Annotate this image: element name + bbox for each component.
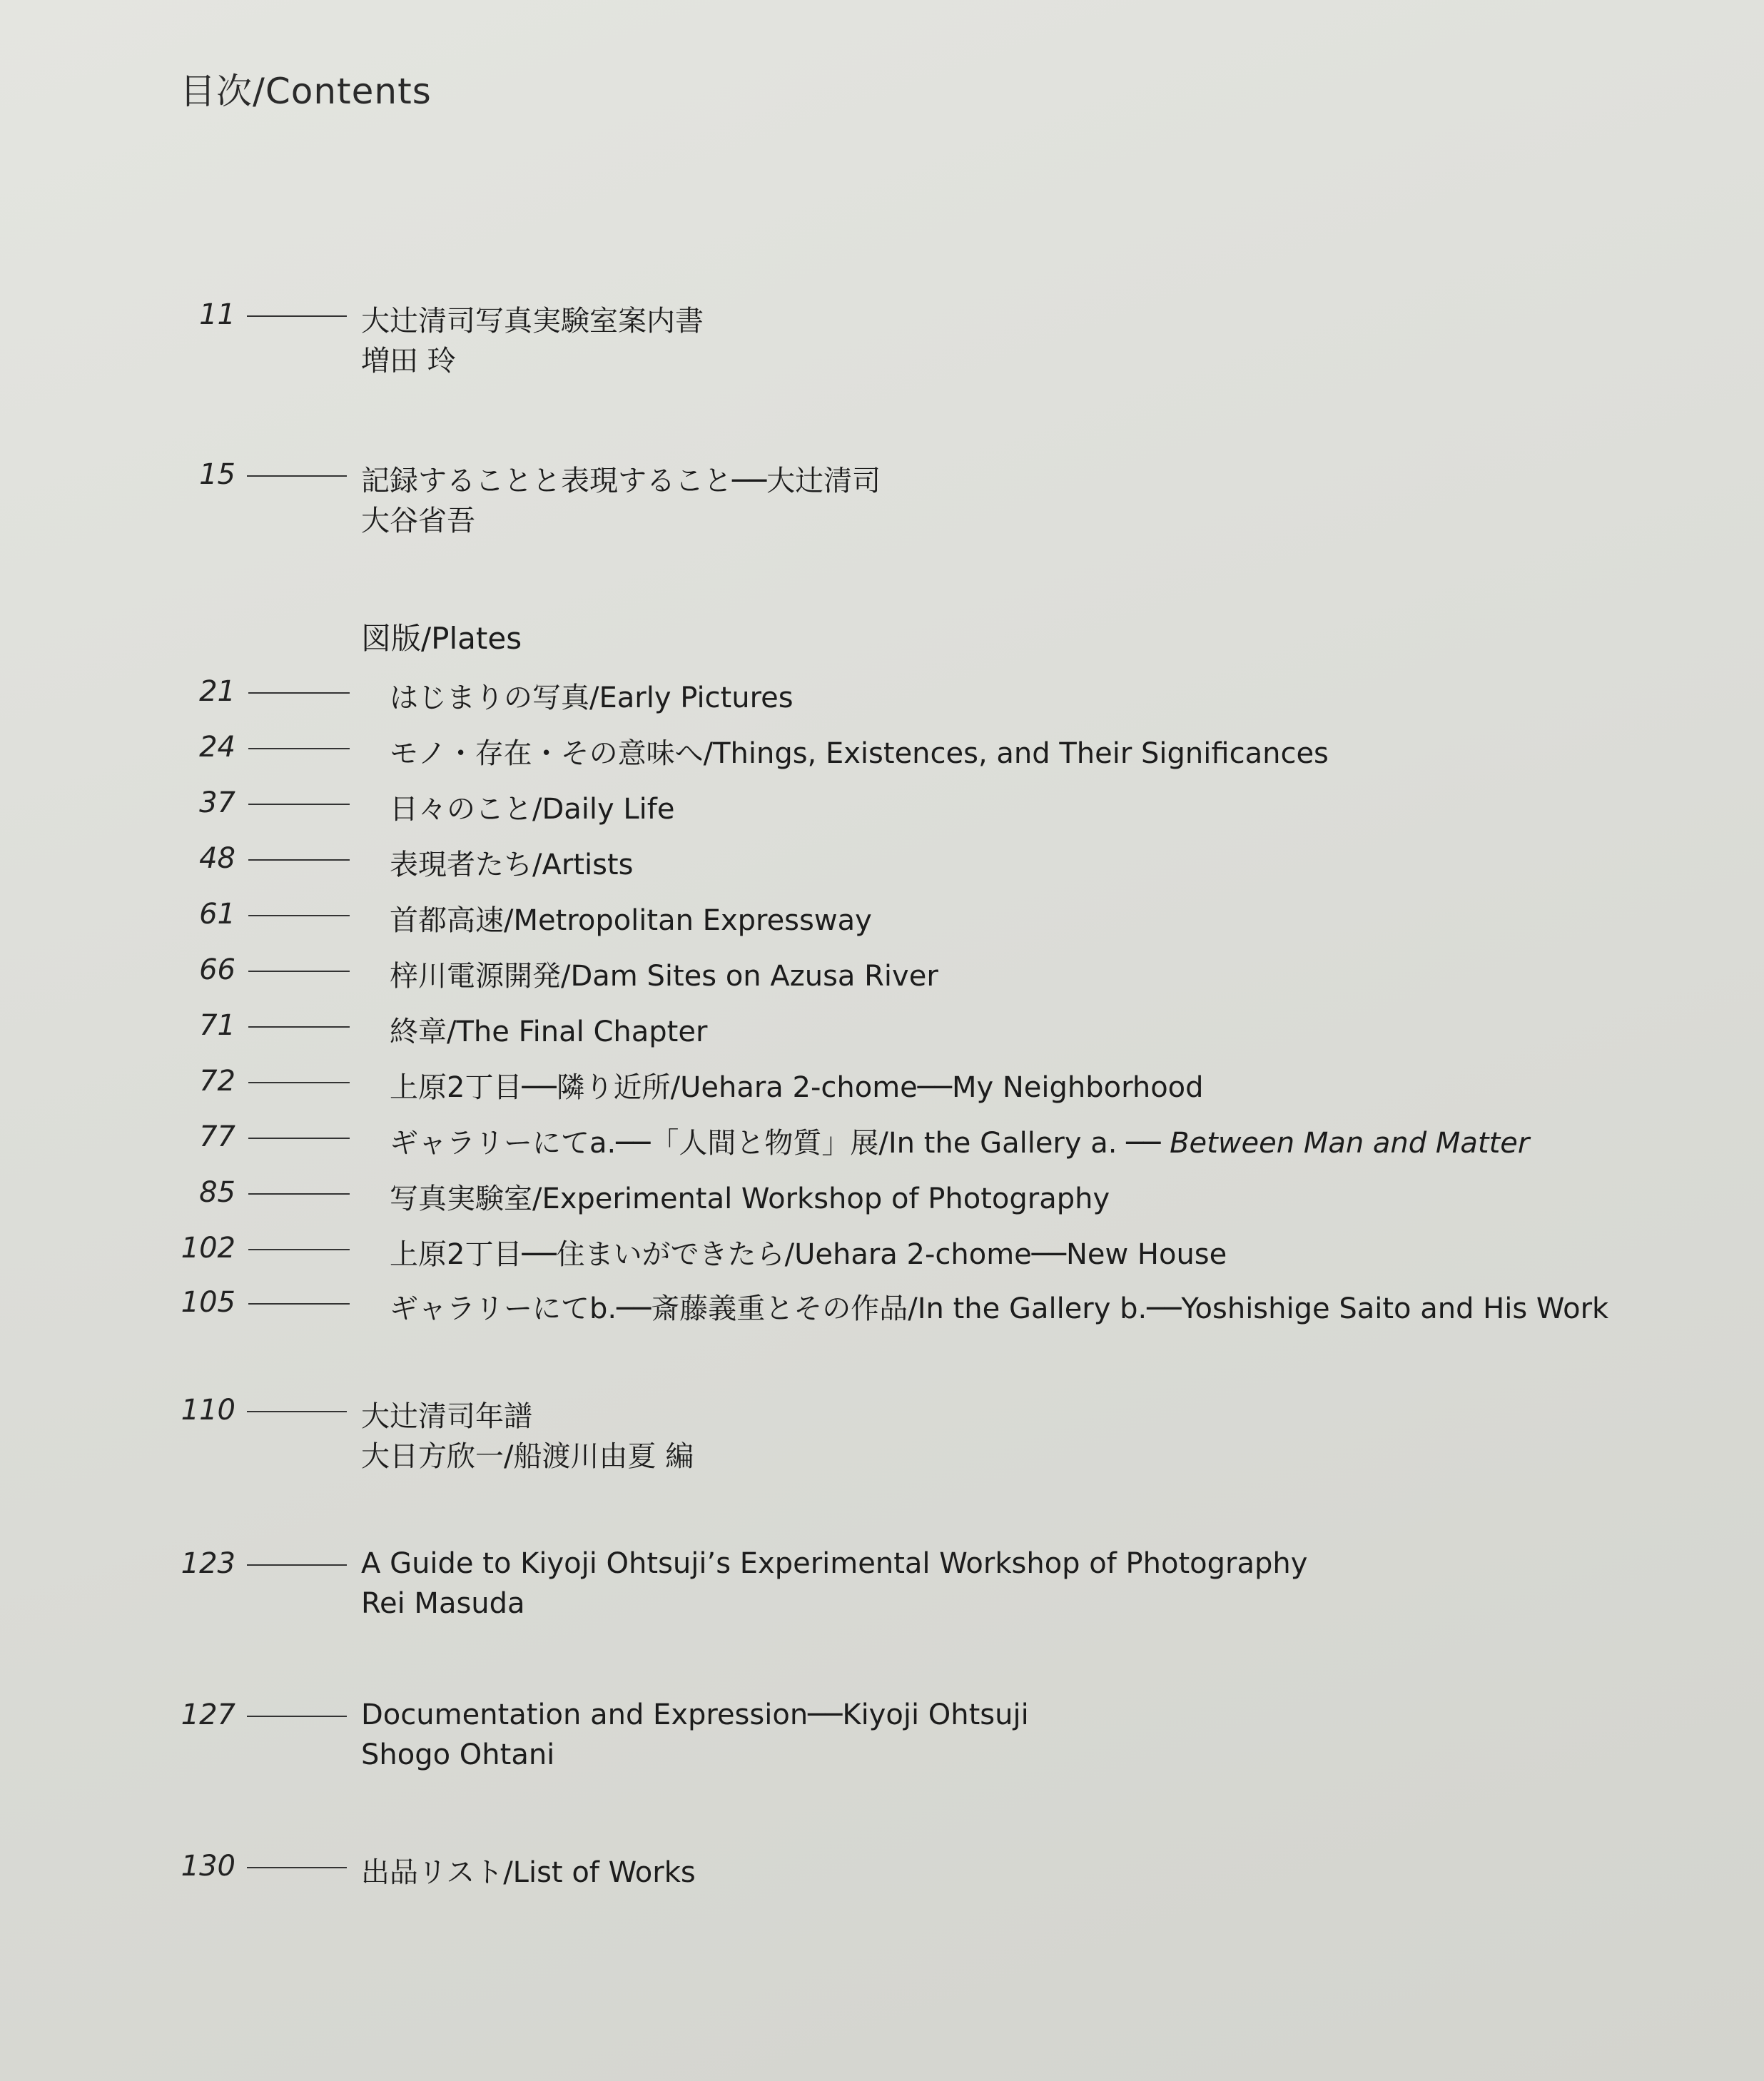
page-number: 102	[181, 1232, 235, 1265]
leader-rule	[248, 1138, 350, 1139]
page-number: 11	[199, 298, 235, 331]
page-title: 目次/Contents	[180, 71, 432, 112]
leader-rule	[247, 1564, 347, 1566]
plate-title: 表現者たち/Artists	[390, 849, 634, 881]
plates-heading: 図版/Plates	[361, 621, 522, 656]
leader-rule	[248, 915, 350, 916]
plate-title: ギャラリーにてb.──斎藤義重とその作品/In the Gallery b.──Yoshishige Saito and His Work	[390, 1292, 1609, 1325]
leader-rule	[248, 859, 350, 861]
page-number: 24	[199, 731, 235, 764]
leader-rule	[248, 804, 350, 805]
plate-title: 上原2丁目──住まいができたら/Uehara 2-chome──New House	[390, 1238, 1227, 1271]
entry-author: Rei Masuda	[361, 1587, 525, 1620]
page-number: 71	[199, 1009, 235, 1042]
page-number: 130	[181, 1850, 235, 1883]
plate-title: 終章/The Final Chapter	[390, 1016, 708, 1048]
leader-rule	[247, 1411, 347, 1412]
entry-title: 出品リスト/List of Works	[361, 1856, 696, 1889]
leader-rule	[248, 1082, 350, 1083]
page-number: 21	[199, 675, 235, 708]
entry-title: 大辻清司写真実験室案内書	[361, 305, 704, 338]
page-number: 77	[199, 1120, 235, 1153]
entry-title: 記録することと表現すること──大辻清司	[361, 465, 881, 497]
plate-title: 首都高速/Metropolitan Expressway	[390, 904, 872, 937]
plate-title-italic: Between Man and Matter	[1170, 1127, 1530, 1160]
plate-title: 日々のこと/Daily Life	[390, 793, 675, 826]
entry-author: 大谷省吾	[361, 505, 475, 537]
plate-title: はじまりの写真/Early Pictures	[390, 682, 794, 714]
leader-rule	[248, 1303, 350, 1305]
leader-rule	[248, 1249, 350, 1250]
page-number: 105	[181, 1286, 235, 1319]
leader-rule	[247, 1716, 347, 1717]
leader-rule	[247, 475, 347, 477]
plate-title: モノ・存在・その意味へ/Things, Existences, and Their Significances	[390, 737, 1329, 770]
plate-title-text: ギャラリーにてa.──「人間と物質」展/In the Gallery a. ──	[390, 1127, 1170, 1160]
leader-rule	[247, 315, 347, 317]
page-number: 85	[199, 1176, 235, 1209]
page-number: 61	[199, 898, 235, 931]
page-number: 127	[181, 1698, 235, 1731]
page-number: 37	[199, 786, 235, 819]
plate-title	[390, 1120, 1529, 1161]
entry-title: A Guide to Kiyoji Ohtsuji’s Experimental Workshop of Photography	[361, 1547, 1308, 1580]
plate-title: 梓川電源開発/Dam Sites on Azusa River	[390, 960, 938, 993]
leader-rule	[248, 971, 350, 972]
leader-rule	[248, 748, 350, 749]
page-number: 72	[199, 1065, 235, 1098]
leader-rule	[248, 692, 350, 694]
entry-author: Shogo Ohtani	[361, 1738, 555, 1771]
page-number: 123	[181, 1547, 235, 1580]
leader-rule	[248, 1026, 350, 1028]
plate-title: 上原2丁目──隣り近所/Uehara 2-chome──My Neighborhood	[390, 1071, 1204, 1104]
page-number: 110	[181, 1394, 235, 1427]
entry-title: Documentation and Expression──Kiyoji Ohtsuji	[361, 1698, 1029, 1731]
entry-author: 増田 玲	[361, 345, 456, 378]
plate-title: 写真実験室/Experimental Workshop of Photography	[390, 1183, 1110, 1215]
entry-author: 大日方欣一/船渡川由夏 編	[361, 1440, 694, 1473]
page-number: 48	[199, 842, 235, 875]
leader-rule	[248, 1193, 350, 1195]
entry-title: 大辻清司年譜	[361, 1400, 532, 1433]
page-number: 15	[199, 458, 235, 491]
page-number: 66	[199, 953, 235, 986]
leader-rule	[247, 1867, 347, 1868]
